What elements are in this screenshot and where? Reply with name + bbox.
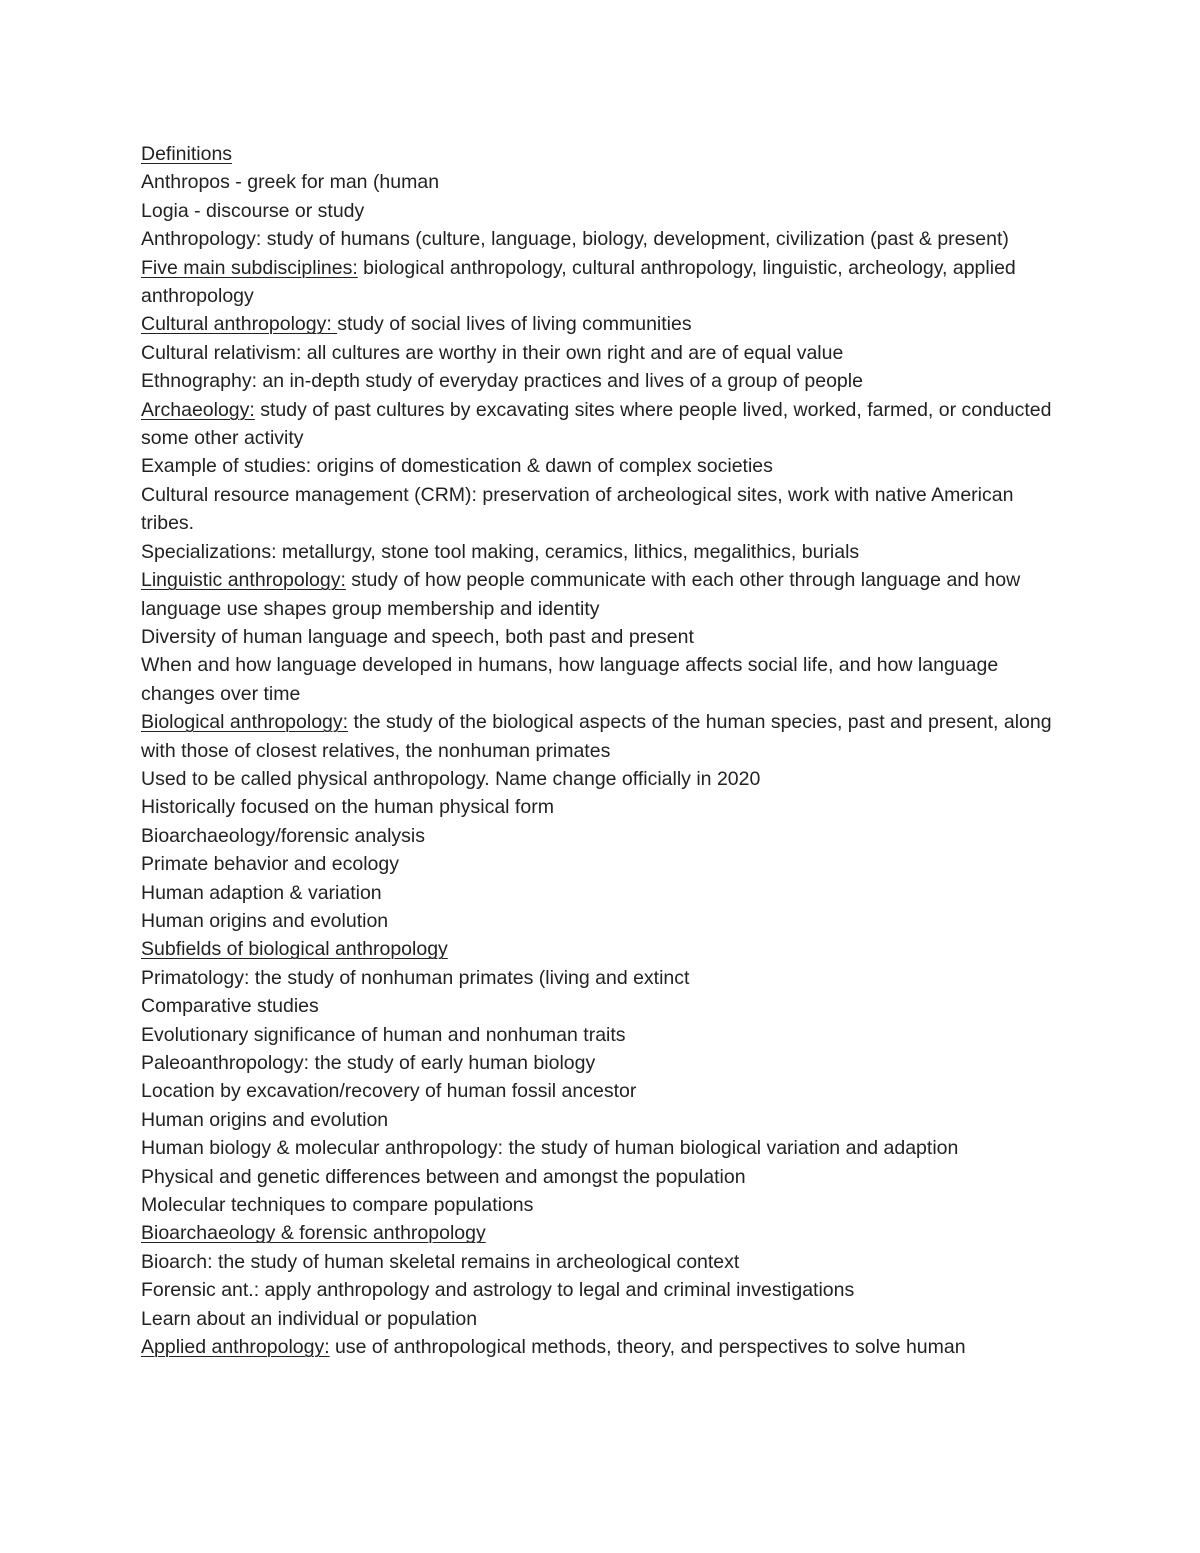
text-line xyxy=(141,1333,1071,1361)
line-text: study of how people communicate with each other through language and how language use shapes group membership and identity xyxy=(141,569,1021,620)
text-line: Ethnography: an in-depth study of everyday practices and lives of a group of people xyxy=(141,370,863,393)
text-line: Human origins and evolution xyxy=(141,909,389,932)
heading-line xyxy=(141,1219,1071,1247)
underlined-label: Applied anthropology: xyxy=(141,1336,330,1359)
underlined-label: Linguistic anthropology: xyxy=(141,569,346,592)
text-line: Human origins and evolution xyxy=(141,1108,389,1131)
text-line: Bioarchaeology/forensic analysis xyxy=(141,824,425,847)
document-page xyxy=(141,140,1071,1361)
text-line: Primatology: the study of nonhuman primates (living and extinct xyxy=(141,966,690,989)
text-line: Historically focused on the human physical form xyxy=(141,796,554,819)
text-line: Anthropology: study of humans (culture, language, biology, development, civilization (past & present) xyxy=(141,228,1009,251)
section-heading: Subfields of biological anthropology xyxy=(141,938,448,961)
text-line: Anthropos - greek for man (human xyxy=(141,171,440,194)
text-line xyxy=(141,310,1071,338)
text-line: Learn about an individual or population xyxy=(141,1307,478,1330)
text-line: Primate behavior and ecology xyxy=(141,853,399,876)
text-line: Location by excavation/recovery of human fossil ancestor xyxy=(141,1080,637,1103)
text-line: Diversity of human language and speech, both past and present xyxy=(141,625,694,648)
heading-definitions: Definitions xyxy=(141,143,233,165)
line-text: study of past cultures by excavating sites where people lived, worked, farmed, or conducted some other activity xyxy=(141,398,1052,450)
underlined-label: Five main subdisciplines: xyxy=(141,256,358,279)
text-line xyxy=(141,396,1071,453)
heading-line xyxy=(141,935,1071,963)
text-line: Cultural relativism: all cultures are worthy in their own right and are of equal value xyxy=(141,341,844,364)
text-line: Forensic ant.: apply anthropology and astrology to legal and criminal investigations xyxy=(141,1279,855,1302)
text-line: Evolutionary significance of human and nonhuman traits xyxy=(141,1023,626,1046)
text-line: Cultural resource management (CRM): preservation of archeological sites, work with native American tribes. xyxy=(141,483,1014,535)
line-text: study of social lives of living communities xyxy=(337,313,692,336)
line-text: the study of the biological aspects of the human species, past and present, along with those of closest relatives, the nonhuman primates xyxy=(141,711,1052,762)
text-line: Example of studies: origins of domestication & dawn of complex societies xyxy=(141,455,773,478)
text-line: Physical and genetic differences between and amongst the population xyxy=(141,1165,746,1188)
text-line: Molecular techniques to compare populations xyxy=(141,1194,534,1217)
underlined-label: Biological anthropology: xyxy=(141,711,349,734)
text-line: Paleoanthropology: the study of early human biology xyxy=(141,1052,596,1074)
text-line: Comparative studies xyxy=(141,995,319,1018)
text-line: Human biology & molecular anthropology: the study of human biological variation and adaption xyxy=(141,1137,959,1160)
text-line xyxy=(141,254,1071,311)
text-line xyxy=(141,708,1071,765)
heading-line xyxy=(141,140,1071,168)
text-line xyxy=(141,566,1071,623)
text-line: Human adaption & variation xyxy=(141,881,382,904)
section-heading: Bioarchaeology & forensic anthropology xyxy=(141,1222,486,1245)
text-line: When and how language developed in humans, how language affects social life, and how language changes over time xyxy=(141,654,999,705)
underlined-label: Cultural anthropology: xyxy=(141,313,338,336)
text-line: Logia - discourse or study xyxy=(141,199,365,222)
text-line: Bioarch: the study of human skeletal remains in archeological context xyxy=(141,1250,740,1273)
underlined-label: Archaeology: xyxy=(141,398,255,421)
line-text: use of anthropological methods, theory, and perspectives to solve human xyxy=(329,1336,966,1359)
line-text: biological anthropology, cultural anthropology, linguistic, archeology, applied anthropology xyxy=(141,256,1016,308)
text-line: Specializations: metallurgy, stone tool making, ceramics, lithics, megalithics, burials xyxy=(141,540,860,563)
text-line: Used to be called physical anthropology. Name change officially in 2020 xyxy=(141,767,761,790)
